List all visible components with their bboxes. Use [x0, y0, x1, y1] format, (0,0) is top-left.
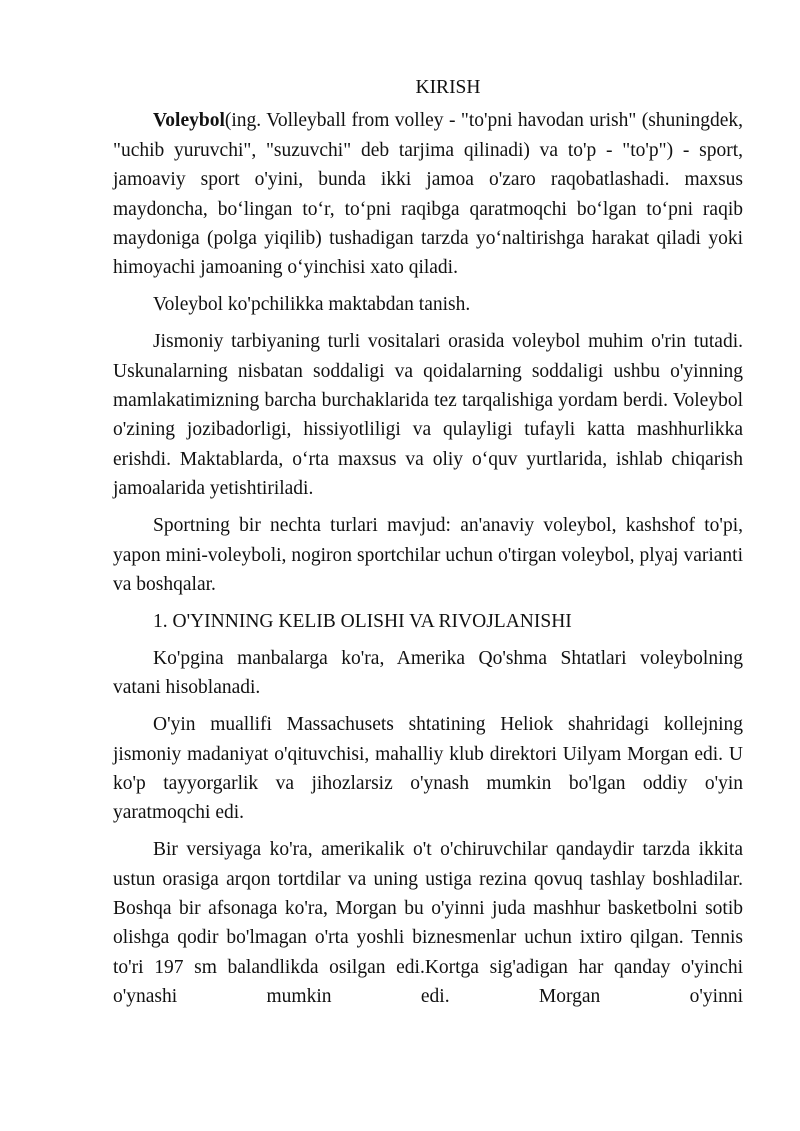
intro-paragraph-text: (ing. Volleyball from volley - "to'pni havodan urish" (shuningdek, "uchib yuruvchi", "suzuvchi" deb tarjima qilinadi) va to'p - "to'p") - sport, jamoaviy sport o'yini, bunda ikki jamoa o'zaro raqobatlashadi. maxsus maydoncha, bo‘lingan to‘r, to‘pni raqibga qaratmoqchi bo‘lgan to‘pni raqib maydoniga (polga yiqilib) tushadigan tarzda yo‘naltirishga harakat qiladi yoki himoyachi jamoaning o‘yinchisi xato qiladi.: [113, 110, 743, 279]
paragraph-versions: Bir versiyaga ko'ra, amerikalik o't o'chiruvchilar qandaydir tarzda ikkita ustun orasiga arqon tortdilar va uning ustiga rezina qovuq tashlay boshladilar. Boshqa bir afsonaga ko'ra, Morgan bu o'yinni juda mashhur basketbolni sotib olishga qodir bo'lmagan o'rta yoshli biznesmenlar uchun ixtiro qilgan. Tennis to'ri 197 sm balandlikda osilgan edi.Kortga sig'adigan har qanday o'yinchi o'ynashi mumkin edi. Morgan o'yinni: [113, 839, 743, 1008]
section-heading: 1. O'YINNING KELIB OLISHI VA RIVOJLANISHI: [153, 610, 572, 632]
paragraph-familiar: Voleybol ko'pchilikka maktabdan tanish.: [153, 294, 471, 316]
document-body: [113, 73, 743, 1019]
intro-paragraph: [113, 106, 743, 282]
intro-bold-term: Voleybol: [153, 110, 225, 132]
paragraph-homeland: Ko'pgina manbalarga ko'ra, Amerika Qo'shma Shtatlari voleybolning vatani hisoblanadi.: [113, 647, 743, 699]
document-heading: KIRISH: [415, 77, 481, 98]
paragraph-physical-education: Jismoniy tarbiyaning turli vositalari orasida voleybol muhim o'rin tutadi. Uskunalarning nisbatan soddaligi va qoidalarning soddaligi ushbu o'yinning mamlakatimizning barcha burchaklarida tez tarqalishiga yordam berdi. Voleybol o'zining jozibadorligi, hissiyotliligi va qulayligi tufayli katta mashhurlikka erishdi. Maktablarda, o‘rta maxsus va oliy o‘quv yurtlarida, ishlab chiqarish jamoalarida yetishtiriladi.: [113, 331, 743, 500]
paragraph-author: O'yin muallifi Massachusets shtatining Heliok shahridagi kollejning jismoniy madaniyat o'qituvchisi, mahalliy klub direktori Uilyam Morgan edi. U ko'p tayyorgarlik va jihozlarsiz o'ynash mumkin bo'lgan oddiy o'yin yaratmoqchi edi.: [113, 714, 743, 824]
paragraph-sport-types: Sportning bir nechta turlari mavjud: an'anaviy voleybol, kashshof to'pi, yapon mini-voleyboli, nogiron sportchilar uchun o'tirgan voleybol, plyaj varianti va boshqalar.: [113, 515, 743, 595]
